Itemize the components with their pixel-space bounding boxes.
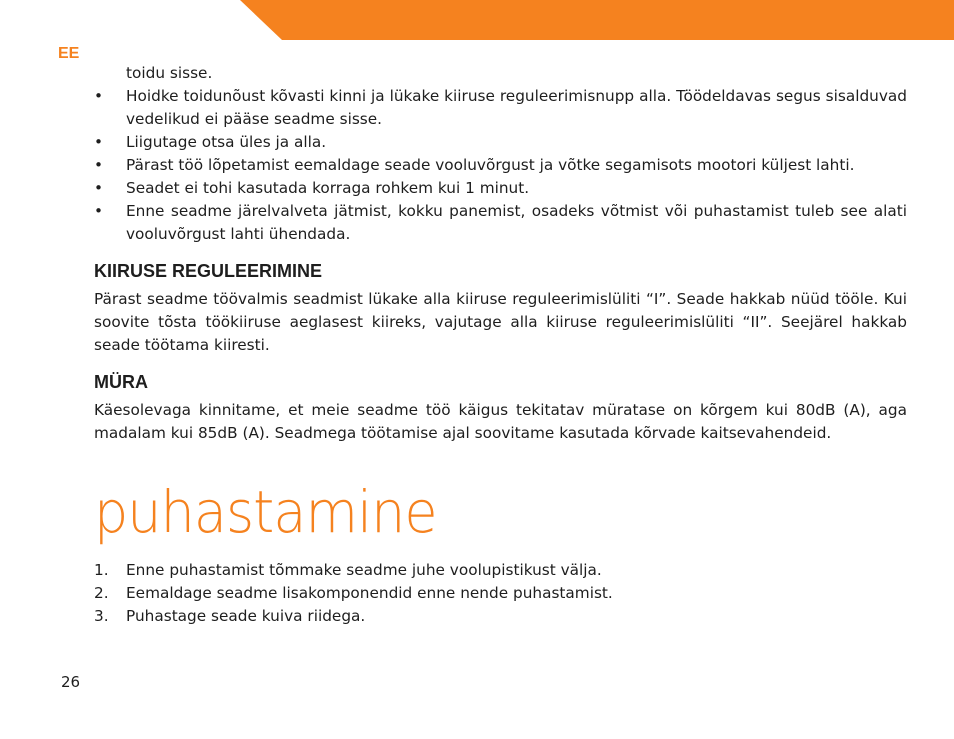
bullet-icon: • bbox=[94, 179, 104, 197]
page-content bbox=[94, 62, 907, 628]
bullet-icon: • bbox=[94, 156, 104, 174]
cleaning-title: puhastamine bbox=[94, 478, 437, 546]
list-item: 2. Eemaldage seadme lisakomponendid enne nende puhastamist. bbox=[94, 584, 613, 602]
list-item: • Enne seadme järelvalveta jätmist, kokku panemist, osadeks võtmist või puhastamist tuleb see alati vooluvõrgust lahti ühendada. bbox=[94, 202, 907, 243]
bullet-icon: • bbox=[94, 202, 104, 220]
continued-bullet-text: toidu sisse. bbox=[126, 64, 213, 82]
header-accent-banner bbox=[0, 0, 954, 40]
section-heading-noise: MÜRA bbox=[94, 372, 148, 392]
section-body-noise: Käesolevaga kinnitame, et meie seadme töö käigus tekitatav müratase on kõrgem kui 80dB (A), aga madalam kui 85dB (A). Seadmega töötamise ajal soovitame kasutada kõrvade kaitsevahendeid. bbox=[94, 401, 907, 442]
language-tag: EE bbox=[58, 45, 80, 62]
list-item: • Hoidke toidunõust kõvasti kinni ja lükake kiiruse reguleerimisnupp alla. Töödeldavas segus sisalduvad vedelikud ei pääse seadme sisse. bbox=[94, 87, 907, 128]
page-number: 26 bbox=[61, 673, 81, 691]
bullet-icon: • bbox=[94, 133, 104, 151]
section-heading-speed: KIIRUSE REGULEERIMINE bbox=[94, 261, 323, 281]
list-item: 1. Enne puhastamist tõmmake seadme juhe voolupistikust välja. bbox=[94, 561, 602, 579]
bullet-icon: • bbox=[94, 87, 104, 105]
list-item: • Seadet ei tohi kasutada korraga rohkem kui 1 minut. bbox=[94, 177, 907, 200]
safety-bullet-list bbox=[94, 85, 907, 246]
list-item: • Liigutage otsa üles ja alla. bbox=[94, 131, 907, 154]
list-item: 3. Puhastage seade kuiva riidega. bbox=[94, 607, 366, 625]
cleaning-steps-list bbox=[94, 559, 907, 628]
section-body-speed: Pärast seadme töövalmis seadmist lükake alla kiiruse reguleerimislüliti “I”. Seade hakkab nüüd tööle. Kui soovite tõsta töökiiruse aeglasest kiireks, vajutage alla kiiruse reguleerimislüliti “II”. Seejärel hakkab seade töötama kiiresti. bbox=[94, 290, 907, 354]
list-item: • Pärast töö lõpetamist eemaldage seade vooluvõrgust ja võtke segamisots mootori küljest lahti. bbox=[94, 154, 907, 177]
